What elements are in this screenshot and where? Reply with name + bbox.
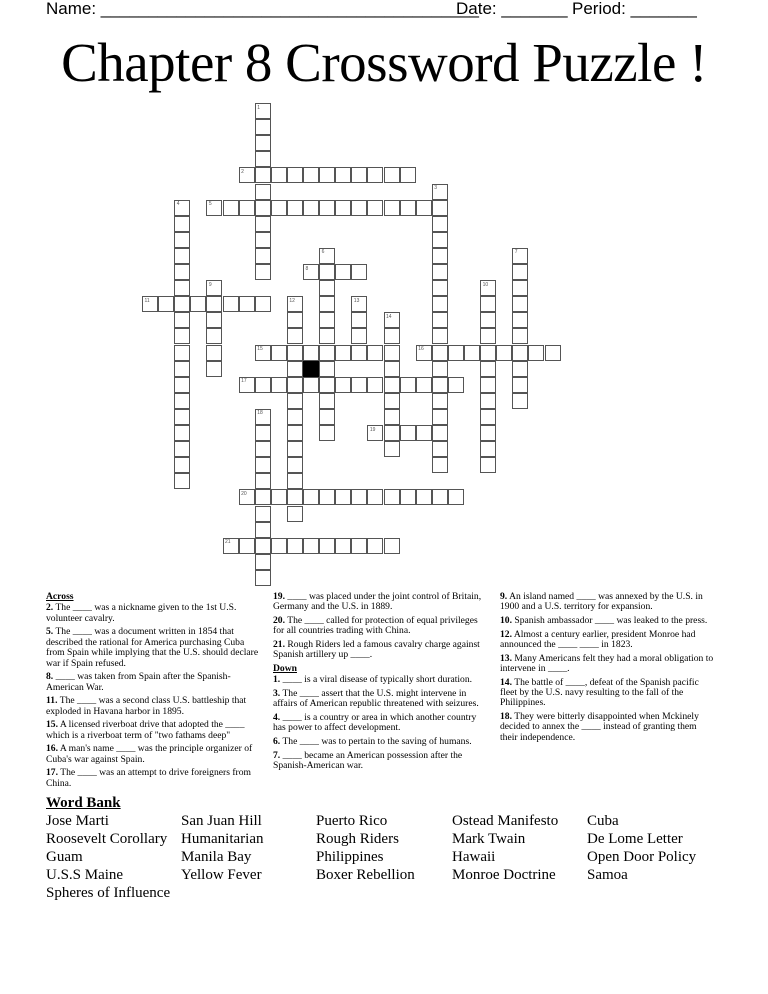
word-bank-item: Boxer Rebellion bbox=[316, 867, 415, 883]
clue-number: 1 bbox=[257, 104, 260, 111]
crossword-cell[interactable] bbox=[319, 345, 335, 361]
crossword-cell[interactable] bbox=[432, 232, 448, 248]
crossword-cell[interactable] bbox=[174, 296, 190, 312]
crossword-cell[interactable] bbox=[432, 345, 448, 361]
crossword-cell[interactable] bbox=[223, 296, 239, 312]
crossword-cell[interactable] bbox=[432, 441, 448, 457]
crossword-cell[interactable] bbox=[174, 409, 190, 425]
crossword-cell[interactable] bbox=[287, 361, 303, 377]
crossword-cell[interactable] bbox=[319, 425, 335, 441]
clue-across-19: 19. ____ was placed under the joint control of Britain, Germany and the U.S. in 1889. bbox=[273, 591, 482, 613]
down-heading: Down bbox=[273, 663, 297, 674]
crossword-cell[interactable] bbox=[255, 522, 271, 538]
crossword-cell[interactable] bbox=[416, 489, 432, 505]
word-bank-item: Monroe Doctrine bbox=[452, 867, 556, 883]
crossword-cell[interactable] bbox=[512, 296, 528, 312]
crossword-cell[interactable] bbox=[512, 312, 528, 328]
crossword-cell[interactable] bbox=[367, 200, 383, 216]
clue-across-16: 16. A man's name ____ was the principle organizer of Cuba's war against Spain. bbox=[46, 743, 253, 765]
crossword-cell[interactable] bbox=[432, 393, 448, 409]
crossword-cell[interactable] bbox=[287, 200, 303, 216]
crossword-cell[interactable] bbox=[512, 393, 528, 409]
crossword-cell[interactable] bbox=[287, 506, 303, 522]
word-bank-item: Guam bbox=[46, 849, 83, 865]
crossword-cell[interactable] bbox=[271, 200, 287, 216]
crossword-cell[interactable] bbox=[255, 119, 271, 135]
word-bank-item: Ostead Manifesto bbox=[452, 813, 559, 829]
crossword-cell[interactable] bbox=[480, 393, 496, 409]
crossword-cell[interactable] bbox=[400, 377, 416, 393]
crossword-cell[interactable] bbox=[384, 312, 400, 328]
crossword-cell[interactable] bbox=[335, 489, 351, 505]
crossword-cell[interactable] bbox=[384, 489, 400, 505]
crossword-cell[interactable] bbox=[480, 441, 496, 457]
crossword-cell[interactable] bbox=[319, 296, 335, 312]
crossword-cell[interactable] bbox=[384, 425, 400, 441]
clue-number: 4 bbox=[176, 201, 180, 208]
clue-number: 17 bbox=[241, 378, 247, 385]
crossword-cell[interactable] bbox=[174, 441, 190, 457]
crossword-cell[interactable] bbox=[255, 216, 271, 232]
crossword-cell[interactable] bbox=[190, 296, 206, 312]
word-bank-item: Puerto Rico bbox=[316, 813, 388, 829]
crossword-cell[interactable] bbox=[174, 264, 190, 280]
crossword-cell[interactable] bbox=[287, 441, 303, 457]
clue-number: 16 bbox=[418, 346, 424, 352]
crossword-cell[interactable] bbox=[174, 361, 190, 377]
crossword-cell[interactable] bbox=[512, 280, 528, 296]
clue-down-14: 14. The battle of ____, defeat of the Spanish pacific fleet by the U.S. navy resulting to the fall of the Philippines. bbox=[500, 676, 699, 709]
crossword-cell[interactable] bbox=[255, 103, 271, 119]
crossword-cell[interactable] bbox=[287, 409, 303, 425]
crossword-cell[interactable] bbox=[319, 328, 335, 344]
clue-down-6: 6. The ____ was to pertain to the saving of humans. bbox=[273, 736, 472, 747]
crossword-cell[interactable] bbox=[432, 328, 448, 344]
word-bank-column-5 bbox=[587, 812, 696, 884]
clue-across-20: 20. The ____ called for protection of equal privileges for all countries trading with China. bbox=[273, 615, 478, 637]
crossword-cell[interactable] bbox=[335, 538, 351, 554]
clue-number: 13 bbox=[353, 297, 360, 304]
crossword-cell[interactable] bbox=[271, 377, 287, 393]
crossword-cell[interactable] bbox=[239, 489, 255, 505]
crossword-cell[interactable] bbox=[174, 457, 190, 473]
crossword-cell[interactable] bbox=[448, 377, 464, 393]
crossword-cell[interactable] bbox=[432, 216, 448, 232]
crossword-cell[interactable] bbox=[319, 280, 335, 296]
crossword-cell[interactable] bbox=[416, 200, 432, 216]
crossword-cell[interactable] bbox=[206, 296, 222, 312]
black-cell bbox=[303, 361, 319, 377]
clues-column-1 bbox=[46, 592, 260, 792]
crossword-cell[interactable] bbox=[255, 264, 271, 280]
crossword-cell[interactable] bbox=[287, 345, 303, 361]
crossword-cell[interactable] bbox=[287, 312, 303, 328]
crossword-cell[interactable] bbox=[512, 345, 528, 361]
crossword-cell[interactable] bbox=[335, 377, 351, 393]
crossword-cell[interactable] bbox=[432, 489, 448, 505]
crossword-cell[interactable] bbox=[239, 296, 255, 312]
crossword-cell[interactable] bbox=[480, 280, 496, 296]
clue-across-11: 11. The ____ was a second class U.S. battleship that exploded in Havana harbor in 1895. bbox=[46, 695, 247, 717]
crossword-cell[interactable] bbox=[480, 409, 496, 425]
crossword-cell[interactable] bbox=[319, 393, 335, 409]
crossword-cell[interactable] bbox=[255, 441, 271, 457]
crossword-cell[interactable] bbox=[255, 409, 271, 425]
word-bank-item: Cuba bbox=[587, 813, 619, 829]
clue-down-10: 10. Spanish ambassador ____ was leaked to the press. bbox=[500, 615, 708, 626]
crossword-cell[interactable] bbox=[432, 312, 448, 328]
crossword-cell[interactable] bbox=[287, 328, 303, 344]
crossword-cell[interactable] bbox=[287, 489, 303, 505]
crossword-cell[interactable] bbox=[480, 425, 496, 441]
clue-number: 6 bbox=[321, 249, 325, 256]
crossword-cell[interactable] bbox=[480, 296, 496, 312]
crossword-cell[interactable] bbox=[287, 377, 303, 393]
crossword-cell[interactable] bbox=[255, 135, 271, 151]
crossword-cell[interactable] bbox=[255, 248, 271, 264]
clues-column-3 bbox=[500, 592, 714, 746]
crossword-cell[interactable] bbox=[174, 232, 190, 248]
clue-across-17: 17. The ____ was an attempt to drive foreigners from China. bbox=[46, 767, 251, 789]
crossword-cell[interactable] bbox=[271, 345, 287, 361]
word-bank-item: Philippines bbox=[316, 849, 384, 865]
crossword-cell[interactable] bbox=[400, 167, 416, 183]
crossword-cell[interactable] bbox=[303, 200, 319, 216]
crossword-cell[interactable] bbox=[255, 538, 271, 554]
crossword-cell[interactable] bbox=[271, 167, 287, 183]
crossword-cell[interactable] bbox=[351, 489, 367, 505]
clue-number: 10 bbox=[482, 281, 489, 288]
crossword-cell[interactable] bbox=[303, 345, 319, 361]
crossword-cell[interactable] bbox=[287, 393, 303, 409]
word-bank-column-4 bbox=[452, 812, 558, 884]
crossword-cell[interactable] bbox=[142, 296, 158, 312]
crossword-cell[interactable] bbox=[545, 345, 561, 361]
crossword-cell[interactable] bbox=[384, 200, 400, 216]
crossword-cell[interactable] bbox=[303, 489, 319, 505]
crossword-cell[interactable] bbox=[319, 409, 335, 425]
crossword-cell[interactable] bbox=[351, 377, 367, 393]
crossword-cell[interactable] bbox=[351, 200, 367, 216]
crossword-cell[interactable] bbox=[367, 345, 383, 361]
crossword-cell[interactable] bbox=[384, 361, 400, 377]
crossword-cell[interactable] bbox=[287, 425, 303, 441]
clue-number: 3 bbox=[434, 185, 438, 191]
clue-across-2: 2. The ____ was a nickname given to the 1st U.S. volunteer cavalry. bbox=[46, 602, 237, 624]
crossword-cell[interactable] bbox=[223, 538, 239, 554]
crossword-cell[interactable] bbox=[239, 167, 255, 183]
clue-number: 19 bbox=[369, 426, 376, 433]
clue-down-4: 4. ____ is a country or area in which another country has power to affect development. bbox=[273, 712, 477, 734]
crossword-cell[interactable] bbox=[351, 328, 367, 344]
crossword-cell[interactable] bbox=[400, 200, 416, 216]
clue-down-1: 1. ____ is a viral disease of typically short duration. bbox=[273, 674, 473, 686]
crossword-cell[interactable] bbox=[480, 345, 496, 361]
period-field[interactable]: Period: _______ bbox=[572, 0, 697, 18]
crossword-cell[interactable] bbox=[464, 345, 480, 361]
crossword-cell[interactable] bbox=[206, 312, 222, 328]
word-bank-item: Rough Riders bbox=[316, 831, 399, 847]
word-bank-item: Roosevelt Corollary bbox=[46, 831, 168, 847]
crossword-cell[interactable] bbox=[512, 328, 528, 344]
page-title: Chapter 8 Crossword Puzzle ! bbox=[61, 32, 707, 93]
crossword-cell[interactable] bbox=[174, 328, 190, 344]
crossword-cell[interactable] bbox=[480, 361, 496, 377]
word-bank-item: Samoa bbox=[587, 867, 628, 883]
crossword-cell[interactable] bbox=[335, 264, 351, 280]
crossword-cell[interactable] bbox=[319, 248, 335, 264]
clue-number: 8 bbox=[305, 265, 309, 272]
crossword-cell[interactable] bbox=[384, 345, 400, 361]
crossword-cell[interactable] bbox=[223, 200, 239, 216]
crossword-cell[interactable] bbox=[255, 296, 271, 312]
crossword-cell[interactable] bbox=[174, 345, 190, 361]
crossword-cell[interactable] bbox=[432, 425, 448, 441]
crossword-cell[interactable] bbox=[255, 200, 271, 216]
crossword-cell[interactable] bbox=[287, 167, 303, 183]
crossword-cell[interactable] bbox=[174, 280, 190, 296]
crossword-cell[interactable] bbox=[174, 312, 190, 328]
crossword-cell[interactable] bbox=[319, 200, 335, 216]
clue-across-15: 15. A licensed riverboat drive that adopted the ____ which is a riverboat term of "two fathams deep" bbox=[46, 719, 245, 741]
clue-number: 7 bbox=[514, 249, 518, 256]
crossword-cell[interactable] bbox=[367, 425, 383, 441]
crossword-cell[interactable] bbox=[335, 200, 351, 216]
crossword-cell[interactable] bbox=[319, 538, 335, 554]
name-field[interactable]: Name: ________________________________________ bbox=[46, 0, 479, 18]
crossword-cell[interactable] bbox=[255, 377, 271, 393]
crossword-cell[interactable] bbox=[367, 538, 383, 554]
crossword-cell[interactable] bbox=[512, 264, 528, 280]
crossword-cell[interactable] bbox=[384, 377, 400, 393]
crossword-cell[interactable] bbox=[367, 167, 383, 183]
crossword-cell[interactable] bbox=[384, 538, 400, 554]
crossword-cell[interactable] bbox=[480, 377, 496, 393]
crossword-cell[interactable] bbox=[287, 473, 303, 489]
crossword-cell[interactable] bbox=[239, 200, 255, 216]
word-bank-item: San Juan Hill bbox=[181, 813, 262, 829]
crossword-cell[interactable] bbox=[528, 345, 544, 361]
crossword-cell[interactable] bbox=[512, 361, 528, 377]
crossword-cell[interactable] bbox=[351, 345, 367, 361]
clue-number: 14 bbox=[386, 313, 392, 320]
word-bank-item: Jose Marti bbox=[46, 813, 109, 829]
crossword-cell[interactable] bbox=[271, 538, 287, 554]
crossword-cell[interactable] bbox=[432, 280, 448, 296]
crossword-cell[interactable] bbox=[174, 393, 190, 409]
clues-column-2 bbox=[273, 592, 491, 775]
crossword-cell[interactable] bbox=[174, 216, 190, 232]
crossword-cell[interactable] bbox=[174, 425, 190, 441]
crossword-cell[interactable] bbox=[319, 312, 335, 328]
crossword-cell[interactable] bbox=[206, 361, 222, 377]
crossword-cell[interactable] bbox=[255, 457, 271, 473]
crossword-cell[interactable] bbox=[432, 248, 448, 264]
crossword-cell[interactable] bbox=[432, 200, 448, 216]
crossword-cell[interactable] bbox=[480, 312, 496, 328]
crossword-cell[interactable] bbox=[384, 409, 400, 425]
crossword-cell[interactable] bbox=[206, 200, 222, 216]
clue-number: 21 bbox=[225, 539, 231, 546]
clue-number: 2 bbox=[241, 168, 244, 175]
crossword-cell[interactable] bbox=[448, 345, 464, 361]
crossword-cell[interactable] bbox=[255, 554, 271, 570]
word-bank-item: Yellow Fever bbox=[181, 867, 262, 883]
word-bank-item: Spheres of Influence bbox=[46, 885, 171, 901]
crossword-cell[interactable] bbox=[351, 538, 367, 554]
word-bank-item: De Lome Letter bbox=[587, 831, 683, 847]
crossword-cell[interactable] bbox=[255, 232, 271, 248]
word-bank-item: U.S.S Maine bbox=[46, 867, 124, 883]
clue-number: 20 bbox=[241, 490, 247, 497]
date-field[interactable]: Date: _______ bbox=[456, 0, 568, 18]
clue-number: 15 bbox=[257, 346, 263, 352]
crossword-cell[interactable] bbox=[432, 409, 448, 425]
crossword-cell[interactable] bbox=[416, 377, 432, 393]
crossword-cell[interactable] bbox=[512, 377, 528, 393]
crossword-cell[interactable] bbox=[255, 570, 271, 586]
crossword-cell[interactable] bbox=[239, 377, 255, 393]
crossword-cell[interactable] bbox=[319, 264, 335, 280]
clue-across-8: 8. ____ was taken from Spain after the Spanish-American War. bbox=[46, 671, 231, 693]
crossword-cell[interactable] bbox=[255, 506, 271, 522]
word-bank-item: Humanitarian bbox=[181, 831, 264, 847]
crossword-cell[interactable] bbox=[206, 345, 222, 361]
clue-down-3: 3. The ____ assert that the U.S. might intervene in affairs of American republic threatened with seizures. bbox=[273, 688, 479, 710]
crossword-cell[interactable] bbox=[303, 167, 319, 183]
crossword-cell[interactable] bbox=[158, 296, 174, 312]
crossword-cell[interactable] bbox=[416, 425, 432, 441]
crossword-cell[interactable] bbox=[432, 296, 448, 312]
crossword-cell[interactable] bbox=[319, 489, 335, 505]
crossword-cell[interactable] bbox=[400, 489, 416, 505]
crossword-cell[interactable] bbox=[287, 296, 303, 312]
crossword-cell[interactable] bbox=[448, 489, 464, 505]
clue-across-5: 5. The ____ was a document written in 1854 that described the rational for America purchasing Cuba from Spain while implying that the U.S. should declare war if Spain refused. bbox=[46, 626, 259, 669]
crossword-cell[interactable] bbox=[174, 473, 190, 489]
word-bank-item: Hawaii bbox=[452, 849, 496, 865]
crossword-cell[interactable] bbox=[255, 184, 271, 200]
crossword-cell[interactable] bbox=[287, 457, 303, 473]
clue-number: 11 bbox=[144, 297, 150, 304]
crossword-cell[interactable] bbox=[174, 377, 190, 393]
clue-number: 9 bbox=[208, 281, 212, 288]
crossword-cell[interactable] bbox=[384, 328, 400, 344]
crossword-cell[interactable] bbox=[351, 264, 367, 280]
crossword-cell[interactable] bbox=[432, 361, 448, 377]
crossword-cell[interactable] bbox=[432, 264, 448, 280]
crossword-cell[interactable] bbox=[255, 151, 271, 167]
crossword-cell[interactable] bbox=[319, 377, 335, 393]
clue-across-21: 21. Rough Riders led a famous cavalry charge against Spanish artillery up ____. bbox=[273, 639, 480, 661]
word-bank-column-3 bbox=[316, 812, 415, 884]
crossword-cell[interactable] bbox=[319, 361, 335, 377]
crossword-cell[interactable] bbox=[351, 312, 367, 328]
crossword-cell[interactable] bbox=[255, 425, 271, 441]
crossword-cell[interactable] bbox=[384, 441, 400, 457]
crossword-cell[interactable] bbox=[174, 248, 190, 264]
crossword-cell[interactable] bbox=[400, 425, 416, 441]
clue-down-7: 7. ____ became an American possession after the Spanish-American war. bbox=[273, 749, 463, 771]
word-bank-item: Mark Twain bbox=[452, 831, 526, 847]
crossword-cell[interactable] bbox=[480, 328, 496, 344]
across-heading: Across bbox=[46, 591, 74, 602]
crossword-cell[interactable] bbox=[335, 345, 351, 361]
crossword-cell[interactable] bbox=[367, 377, 383, 393]
crossword-cell[interactable] bbox=[255, 473, 271, 489]
crossword-cell[interactable] bbox=[432, 457, 448, 473]
crossword-cell[interactable] bbox=[206, 280, 222, 296]
crossword-cell[interactable] bbox=[255, 489, 271, 505]
crossword-cell[interactable] bbox=[255, 167, 271, 183]
crossword-cell[interactable] bbox=[335, 167, 351, 183]
crossword-cell[interactable] bbox=[367, 489, 383, 505]
crossword-cell[interactable] bbox=[432, 377, 448, 393]
crossword-cell[interactable] bbox=[480, 457, 496, 473]
word-bank-item: Open Door Policy bbox=[587, 849, 697, 865]
crossword-cell[interactable] bbox=[206, 328, 222, 344]
clue-down-9: 9. An island named ____ was annexed by the U.S. in 1900 and a U.S. territory for expansion. bbox=[500, 591, 703, 613]
crossword-cell[interactable] bbox=[432, 184, 448, 200]
word-bank-title: Word Bank bbox=[46, 795, 121, 811]
crossword-cell[interactable] bbox=[303, 377, 319, 393]
crossword-cell[interactable] bbox=[255, 345, 271, 361]
crossword-cell[interactable] bbox=[351, 167, 367, 183]
clue-down-13: 13. Many Americans felt they had a moral obligation to intervene in ____. bbox=[500, 652, 714, 674]
word-bank-column-1 bbox=[46, 812, 170, 902]
crossword-cell[interactable] bbox=[287, 538, 303, 554]
clue-number: 5 bbox=[208, 201, 212, 208]
crossword-cell[interactable] bbox=[351, 296, 367, 312]
clue-number: 12 bbox=[289, 297, 295, 304]
crossword-cell[interactable] bbox=[319, 167, 335, 183]
crossword-cell[interactable] bbox=[303, 538, 319, 554]
crossword-cell[interactable] bbox=[512, 248, 528, 264]
clue-number: 18 bbox=[257, 410, 263, 417]
crossword-cell[interactable] bbox=[384, 393, 400, 409]
crossword-cell[interactable] bbox=[496, 345, 512, 361]
clue-down-18: 18. They were bitterly disappointed when Mckinely decided to annex the ____ instead of granting them their independence. bbox=[500, 711, 699, 743]
crossword-cell[interactable] bbox=[239, 538, 255, 554]
crossword-cell[interactable] bbox=[416, 345, 432, 361]
crossword-cell[interactable] bbox=[174, 200, 190, 216]
word-bank-item: Manila Bay bbox=[181, 849, 252, 865]
word-bank-column-2 bbox=[181, 812, 263, 884]
crossword-cell[interactable] bbox=[303, 264, 319, 280]
crossword-cell[interactable] bbox=[271, 489, 287, 505]
clue-down-12: 12. Almost a century earlier, president Monroe had announced the ____ ____ in 1823. bbox=[500, 628, 696, 650]
crossword-cell[interactable] bbox=[384, 167, 400, 183]
